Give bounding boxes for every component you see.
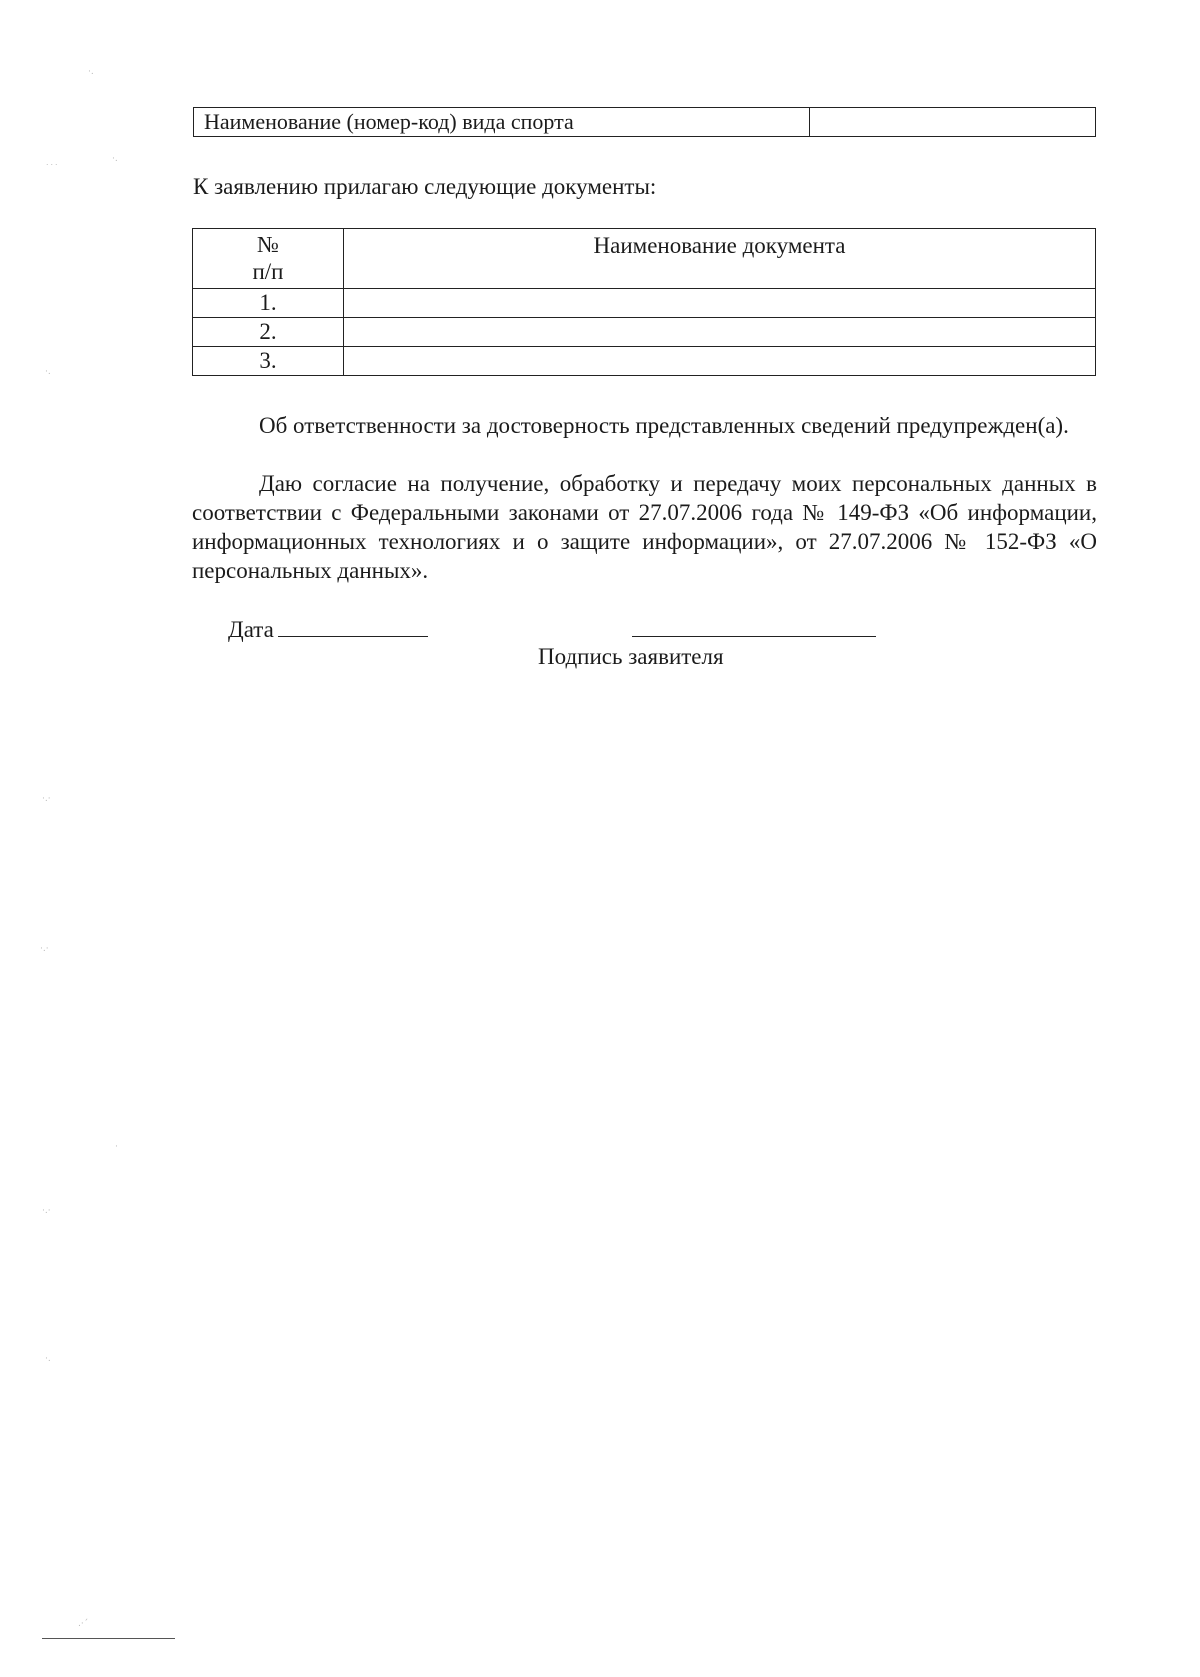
row-document-name: [344, 347, 1096, 376]
scan-speck: ·.: [112, 154, 118, 164]
sport-table: [193, 107, 1096, 137]
signature-blank-line: [632, 636, 876, 637]
row-document-name: [344, 289, 1096, 318]
scan-speck: ·.·: [42, 794, 51, 804]
scan-speck: ·.·: [42, 1206, 51, 1216]
date-field: [228, 612, 428, 645]
header-number-line: п/п: [252, 259, 284, 284]
documents-table: [192, 228, 1096, 376]
scan-speck: ·: [115, 1142, 118, 1152]
table-row: [193, 347, 1096, 376]
scan-speck: ·.: [88, 67, 94, 77]
sport-label: Наименование (номер-код) вида спорта: [194, 108, 810, 137]
table-row: [193, 318, 1096, 347]
header-number-line: №: [257, 232, 279, 257]
row-document-name: [344, 318, 1096, 347]
scan-speck: ·.: [45, 367, 51, 377]
date-label: Дата: [228, 617, 274, 642]
documents-header-row: [193, 229, 1096, 289]
attachments-intro: К заявлению прилагаю следующие документы:: [193, 174, 657, 199]
row-number: 3.: [193, 347, 344, 376]
scan-speck: .·´: [78, 1619, 89, 1629]
responsibility-paragraph: Об ответственности за достоверность представленных сведений предупрежден(а).: [259, 413, 1069, 438]
header-number: [193, 229, 344, 289]
header-number-text: [252, 232, 283, 284]
signature-label: Подпись заявителя: [538, 644, 724, 669]
scan-speck: ·.: [45, 1354, 51, 1364]
consent-paragraph: Даю согласие на получение, обработку и передачу моих персональных данных в соответствии с Федеральными законами от 27.07.2006 года № 149-ФЗ «Об информации, информационных технологиях и о защите информации», от 27.07.2006 № 152-ФЗ «О персональных данных».: [192, 471, 1097, 583]
date-blank-line: [278, 612, 428, 637]
scan-speck: ˙˙˙: [45, 164, 59, 174]
row-number: 2.: [193, 318, 344, 347]
table-row: [193, 289, 1096, 318]
row-number: 1.: [193, 289, 344, 318]
header-document-name: Наименование документа: [344, 229, 1096, 289]
scan-speck: ·.·: [40, 944, 49, 954]
sport-row: [194, 108, 1096, 137]
sport-value: [810, 108, 1096, 137]
scan-edge-line: [42, 1638, 175, 1639]
